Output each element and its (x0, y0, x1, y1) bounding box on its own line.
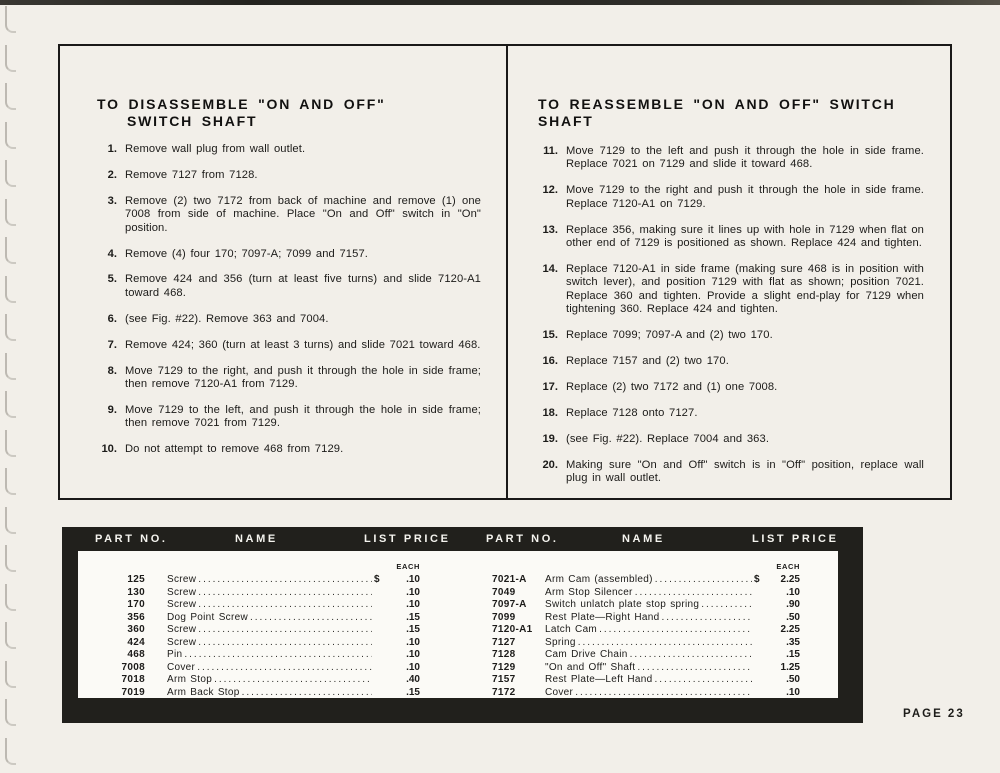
part-number: 125 (127, 574, 145, 585)
part-number: 468 (127, 649, 145, 660)
step-number: 1. (107, 143, 117, 155)
disassemble-title (97, 96, 481, 130)
step-number: 5. (107, 273, 117, 286)
parts-rows-left (110, 574, 420, 699)
part-price: .10 (786, 686, 800, 698)
part-price: 1.25 (780, 661, 800, 673)
table-row (110, 674, 420, 687)
dot-leader (655, 674, 753, 687)
instruction-step (97, 443, 481, 456)
part-number: 360 (127, 624, 145, 635)
step-number: 15. (542, 329, 558, 342)
part-name: Arm Stop Silencer (545, 586, 633, 598)
part-number: 7129 (492, 661, 516, 673)
table-row (492, 612, 800, 625)
step-number: 6. (107, 312, 117, 325)
dot-leader (599, 624, 752, 637)
part-price: 2.25 (780, 574, 800, 585)
dot-leader (242, 687, 372, 700)
disassemble-title-line2: SWITCH SHAFT (127, 113, 258, 129)
dot-leader (635, 587, 752, 600)
page-number: PAGE 23 (903, 708, 965, 720)
step-text: Replace 7120-A1 in side frame (making sure 468 is in position with switch lever), and position 7129 with flat as shown; position 7021. Replace 360 and tighten. Provide a slight end-play for 7129 when tightening 360. Replace 424 and tighten. (566, 262, 924, 316)
part-price: .90 (786, 599, 800, 610)
table-header-name-left: NAME (235, 533, 278, 545)
binding-mark (5, 661, 16, 688)
reassemble-title: TO REASSEMBLE "ON AND OFF" SWITCH SHAFT (538, 96, 896, 129)
parts-table-right-column (492, 562, 800, 699)
part-name: Spring (545, 636, 576, 648)
step-number: 7. (107, 338, 117, 351)
step-number: 18. (542, 406, 558, 419)
instruction-step (538, 355, 924, 368)
table-row (492, 674, 800, 687)
instruction-step (97, 313, 481, 326)
step-text: Remove 424; 360 (turn at least 3 turns) and slide 7021 toward 468. (125, 338, 481, 351)
step-text: Remove (2) two 7172 from back of machine and remove (1) one 7008 from side of machine. Place "On and Off" switch in "On" position. (125, 194, 481, 234)
part-number: 7021-A (492, 574, 527, 585)
each-label-right: EACH (776, 562, 800, 571)
step-text: Replace (2) two 7172 and (1) one 7008. (566, 380, 778, 393)
disassemble-section (97, 96, 481, 469)
dot-leader (198, 637, 372, 650)
dot-leader (197, 662, 372, 675)
parts-table-left-column (110, 562, 420, 699)
instruction-step (97, 273, 481, 300)
dot-leader (637, 662, 752, 675)
binding-mark (5, 160, 16, 187)
step-text: Replace 7099; 7097-A and (2) two 170. (566, 329, 773, 342)
binding-mark (5, 199, 16, 226)
dot-leader (184, 649, 372, 662)
table-row (110, 637, 420, 650)
part-number: 7172 (492, 686, 516, 698)
dot-leader (198, 624, 372, 637)
part-price: .10 (406, 649, 420, 660)
part-name: Screw (167, 586, 197, 598)
part-name: Screw (167, 574, 197, 585)
step-text: (see Fig. #22). Remove 363 and 7004. (125, 312, 329, 325)
instruction-step (97, 143, 481, 156)
step-text: Replace 7128 onto 7127. (566, 406, 698, 419)
part-price: .35 (786, 636, 800, 648)
dot-leader (630, 649, 752, 662)
part-number: 7099 (492, 611, 516, 623)
step-number: 13. (542, 223, 558, 236)
step-text: (see Fig. #22). Replace 7004 and 363. (566, 432, 770, 445)
table-row (110, 624, 420, 637)
part-price: .50 (786, 611, 800, 623)
reassemble-section (538, 96, 924, 498)
instruction-step (538, 329, 924, 342)
step-number: 9. (107, 403, 117, 416)
part-name: Rest Plate—Right Hand (545, 611, 660, 623)
part-number: 7127 (492, 636, 516, 648)
currency-sign: $ (754, 574, 760, 585)
step-text: Move 7129 to the right, and push it through the hole in side frame; then remove 7120-A1 from 7129. (125, 364, 481, 390)
dot-leader (198, 587, 372, 600)
part-price: .40 (406, 674, 420, 685)
instruction-step (538, 459, 924, 486)
instruction-step (538, 263, 924, 317)
part-name: Screw (167, 636, 197, 648)
part-number: 7097-A (492, 599, 527, 610)
part-name: Pin (167, 649, 183, 660)
dot-leader (250, 612, 372, 625)
part-name: Screw (167, 624, 197, 635)
instruction-step (538, 224, 924, 251)
part-number: 424 (127, 636, 145, 648)
table-row (492, 574, 800, 587)
step-text: Replace 356, making sure it lines up with hole in 7129 when flat on other end of 7129 is positioned as shown. Replace 424 and tighten. (566, 223, 924, 250)
step-text: Do not attempt to remove 468 from 7129. (125, 443, 344, 456)
disassemble-title-line1: TO DISASSEMBLE "ON AND OFF" (97, 96, 386, 112)
part-price: .10 (786, 586, 800, 598)
binding-mark (5, 83, 16, 110)
step-text: Move 7129 to the left and push it through the hole in side frame. Replace 7021 on 7129 and slide it toward 468. (566, 145, 924, 171)
dot-leader (578, 637, 752, 650)
dot-leader (701, 599, 752, 612)
step-number: 16. (542, 354, 558, 367)
binding-mark (5, 276, 16, 303)
step-number: 20. (542, 458, 558, 471)
binding-mark (5, 545, 16, 572)
table-header-part-no-right: PART NO. (486, 533, 559, 545)
part-name: "On and Off" Shaft (545, 661, 636, 673)
part-price: .15 (406, 686, 420, 698)
binding-mark (5, 507, 16, 534)
binding-mark (5, 237, 16, 264)
parts-table-body (78, 551, 838, 698)
step-text: Move 7129 to the left, and push it through the hole in side frame; then remove 7021 from 7129. (125, 403, 481, 430)
table-row (110, 574, 420, 587)
part-price: .10 (406, 636, 420, 648)
table-header-list-price-right: LIST PRICE (752, 533, 839, 545)
table-row (492, 624, 800, 637)
binding-mark (5, 699, 16, 726)
step-text: Remove wall plug from wall outlet. (125, 143, 306, 155)
part-number: 7008 (121, 661, 145, 673)
step-number: 3. (107, 194, 117, 207)
binding-mark (5, 738, 16, 765)
part-price: .15 (406, 611, 420, 623)
step-text: Remove 7127 from 7128. (125, 168, 258, 181)
dot-leader (661, 612, 752, 625)
binding-mark (5, 45, 16, 72)
table-row (110, 687, 420, 700)
table-row (110, 662, 420, 675)
binding-mark (5, 122, 16, 149)
table-row (110, 587, 420, 600)
part-price: .10 (406, 599, 420, 610)
binding-mark (5, 584, 16, 611)
part-name: Arm Back Stop (167, 686, 240, 698)
binding-mark (5, 314, 16, 341)
table-row (110, 599, 420, 612)
dot-leader (575, 687, 752, 700)
step-number: 19. (542, 432, 558, 445)
step-text: Move 7129 to the right and push it through the hole in side frame. Replace 7120-A1 on 7129. (566, 184, 924, 210)
table-row (492, 587, 800, 600)
instruction-step (538, 381, 924, 394)
currency-sign: $ (374, 574, 380, 585)
binding-mark (5, 430, 16, 457)
instruction-step (538, 433, 924, 446)
part-name: Cover (545, 686, 574, 698)
table-header-part-no-left: PART NO. (95, 533, 168, 545)
each-label-left: EACH (396, 562, 420, 571)
part-price: .10 (406, 586, 420, 598)
instruction-step (97, 365, 481, 392)
part-name: Cam Drive Chain (545, 649, 628, 660)
part-number: 7019 (121, 686, 145, 698)
part-number: 356 (127, 611, 145, 623)
instruction-panel (58, 44, 952, 500)
part-number: 7120-A1 (492, 624, 533, 635)
table-row (492, 662, 800, 675)
table-row (492, 637, 800, 650)
part-number: 7128 (492, 649, 516, 660)
part-name: Switch unlatch plate stop spring (545, 599, 700, 610)
part-number: 130 (127, 586, 145, 598)
step-number: 11. (543, 145, 558, 157)
instruction-step (538, 407, 924, 420)
part-name: Latch Cam (545, 624, 598, 635)
scan-top-edge (0, 0, 1000, 5)
instruction-step (97, 195, 481, 235)
instruction-step (97, 248, 481, 261)
step-text: Making sure "On and Off" switch is in "Off" position, replace wall plug in wall outlet. (566, 458, 924, 484)
part-name: Arm Cam (assembled) (545, 574, 653, 585)
binding-mark (5, 391, 16, 418)
instruction-step (97, 404, 481, 431)
step-number: 4. (107, 247, 117, 260)
disassemble-steps (97, 143, 481, 457)
part-name: Screw (167, 599, 197, 610)
dot-leader (198, 599, 372, 612)
dot-leader (655, 574, 752, 587)
part-price: .50 (786, 674, 800, 685)
part-name: Dog Point Screw (167, 611, 248, 623)
step-number: 8. (107, 364, 117, 377)
step-text: Remove 424 and 356 (turn at least five turns) and slide 7120-A1 toward 468. (125, 273, 481, 299)
instruction-step (97, 169, 481, 182)
part-price: .15 (786, 649, 800, 660)
binding-mark (5, 6, 16, 33)
instruction-step (538, 145, 924, 172)
reassemble-steps (538, 145, 924, 485)
table-row (492, 599, 800, 612)
part-name: Arm Stop (167, 674, 213, 685)
table-row (492, 649, 800, 662)
table-row (110, 612, 420, 625)
parts-rows-right (492, 574, 800, 699)
table-row (110, 649, 420, 662)
table-header-list-price-left: LIST PRICE (364, 533, 451, 545)
binding-mark (5, 622, 16, 649)
part-number: 170 (127, 599, 145, 610)
binding-mark (5, 468, 16, 495)
part-number: 7018 (121, 674, 145, 685)
part-name: Cover (167, 661, 196, 673)
dot-leader (214, 674, 372, 687)
table-row (492, 687, 800, 700)
step-text: Replace 7157 and (2) two 170. (566, 354, 729, 367)
part-price: .15 (406, 624, 420, 635)
binding-mark (5, 353, 16, 380)
part-price: .10 (406, 574, 420, 585)
instruction-step (538, 184, 924, 211)
step-number: 2. (107, 168, 117, 181)
parts-price-table (62, 527, 863, 723)
part-number: 7157 (492, 674, 516, 685)
instruction-step (97, 339, 481, 352)
dot-leader (198, 574, 372, 587)
part-price: .10 (406, 661, 420, 673)
step-number: 14. (542, 262, 558, 275)
part-name: Rest Plate—Left Hand (545, 674, 653, 685)
column-divider (506, 46, 508, 498)
step-text: Remove (4) four 170; 7097-A; 7099 and 7157. (125, 247, 368, 260)
part-number: 7049 (492, 586, 516, 598)
step-number: 12. (542, 184, 558, 197)
step-number: 17. (542, 380, 558, 393)
part-price: 2.25 (780, 624, 800, 635)
table-header-name-right: NAME (622, 533, 665, 545)
step-number: 10. (101, 443, 117, 456)
